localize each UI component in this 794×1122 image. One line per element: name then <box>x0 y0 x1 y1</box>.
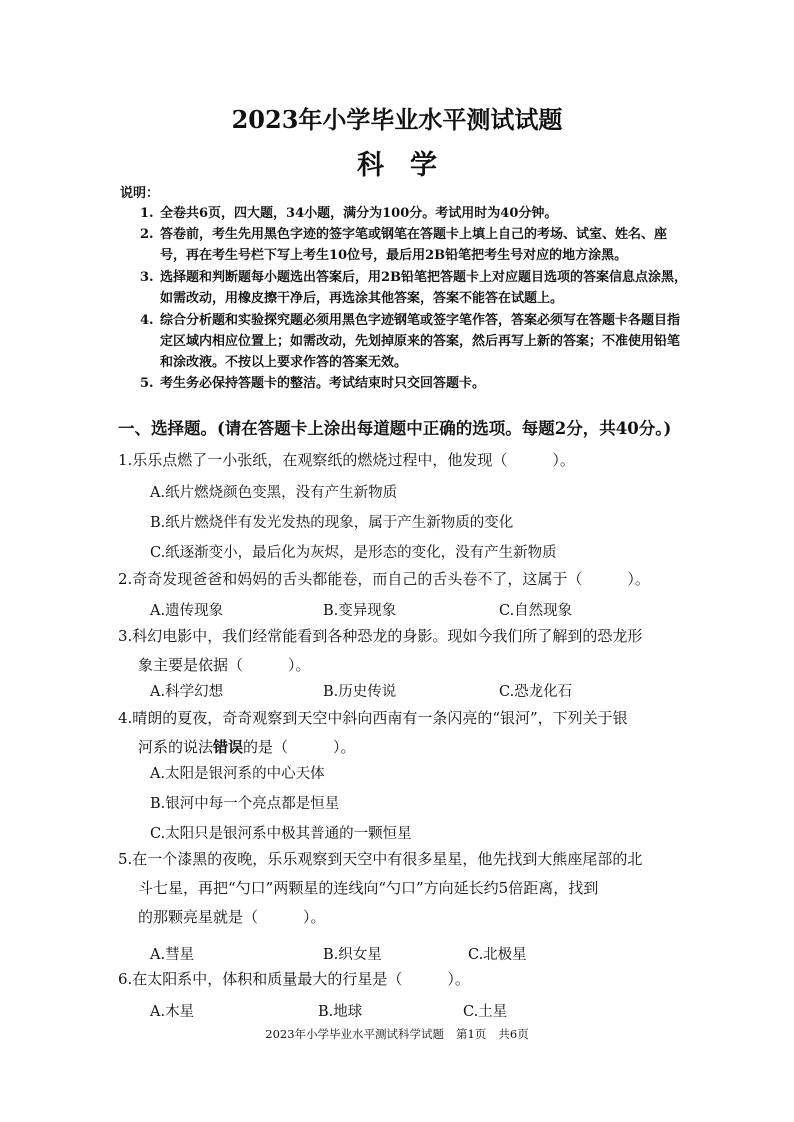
option: A.木星 <box>150 1004 195 1020</box>
option: C.自然现象 <box>499 603 573 619</box>
instruction-number: 5. <box>140 376 154 391</box>
footer-page-number: 第1页 <box>456 1027 487 1041</box>
question-stem: 5.在一个漆黑的夜晚，乐乐观察到天空中有很多星星，他先找到大熊座尾部的北 <box>118 850 643 868</box>
option: B.地球 <box>318 1004 363 1020</box>
section-heading: 一、选择题。(请在答题卡上涂出每道题中正确的选项。每题2分，共40分。) <box>118 419 672 438</box>
instruction-number: 4. <box>140 313 154 328</box>
question-stem: 2.奇奇发现爸爸和妈妈的舌头都能卷，而自己的舌头卷不了，这属于（ ）。 <box>118 570 650 588</box>
instruction-text: 综合分析题和实验探究题必须用黑色字迹钢笔或签字笔作答，答案必须写在答题卡各题目指定区域内相应位置上；如需改动，先划掉原来的答案，然后再写上新的答案；不准使用铅笔和涂改液。不按以上要求作答的答案无效。 <box>160 313 681 370</box>
footer-total-pages: 共6页 <box>498 1027 529 1041</box>
option: C.恐龙化石 <box>499 684 573 700</box>
question-stem: 6.在太阳系中，体积和质量最大的行星是（ ）。 <box>118 970 470 988</box>
option: C.土星 <box>463 1004 508 1020</box>
option: A.纸片燃烧颜色变黑，没有产生新物质 <box>150 485 398 501</box>
option: C.纸逐渐变小，最后化为灰烬，是形态的变化，没有产生新物质 <box>150 545 557 561</box>
page-title: 2023年小学毕业水平测试试题 <box>231 105 563 134</box>
question-stem: 1.乐乐点燃了一小张纸，在观察纸的燃烧过程中，他发现（ ）。 <box>118 451 575 469</box>
instruction-item <box>140 310 692 373</box>
stem-text: 的是（ ）。 <box>243 738 356 756</box>
option: B.银河中每一个亮点都是恒星 <box>150 796 340 812</box>
instruction-item <box>140 224 692 266</box>
instruction-number: 2. <box>140 227 154 242</box>
question-4 <box>118 704 678 762</box>
page-footer <box>0 1026 794 1042</box>
option: A.彗星 <box>150 947 195 963</box>
question-3 <box>118 622 678 680</box>
question-5 <box>118 845 678 932</box>
option: B.变异现象 <box>323 603 397 619</box>
question-6 <box>118 965 678 994</box>
instruction-text: 考生务必保持答题卡的整洁。考试结束时只交回答题卡。 <box>160 376 486 391</box>
stem-text: 河系的说法 <box>138 738 214 756</box>
instruction-text: 答卷前，考生先用黑色字迹的签字笔或钢笔在答题卡上填上自己的考场、试室、姓名、座号，再在考生号栏下写上考生10位号，最后用2B铅笔把考生号对应的地方涂黑。 <box>160 227 668 263</box>
option: B.纸片燃烧伴有发光发热的现象，属于产生新物质的变化 <box>150 515 514 531</box>
instruction-text: 全卷共6页，四大题，34小题，满分为100分。考试用时为40分钟。 <box>160 206 558 221</box>
question-stem: 3.科幻电影中，我们经常能看到各种恐龙的身影。现如今我们所了解到的恐龙形 <box>118 627 643 645</box>
option: A.遗传现象 <box>150 603 224 619</box>
emphasis-text: 错误 <box>213 738 244 756</box>
question-stem: 斗七星，再把“勺口”两颗星的连线向“勺口”方向延长约5倍距离，找到 <box>138 879 599 897</box>
option: A.科学幻想 <box>150 684 224 700</box>
question-stem: 象主要是依据（ ）。 <box>138 656 311 674</box>
question-stem <box>118 733 678 762</box>
option: C.北极星 <box>468 947 527 963</box>
instruction-number: 1. <box>140 206 154 221</box>
option: A.太阳是银河系的中心天体 <box>150 766 325 782</box>
instruction-item <box>140 267 692 309</box>
option: C.太阳只是银河系中极其普通的一颗恒星 <box>150 826 412 842</box>
option: B.历史传说 <box>323 684 397 700</box>
instruction-text: 选择题和判断题每小题选出答案后，用2B铅笔把答题卡上对应题目选项的答案信息点涂黑，如需改动，用橡皮擦干净后，再选涂其他答案，答案不能答在试题上。 <box>160 270 688 306</box>
question-1 <box>118 446 678 475</box>
question-2 <box>118 565 678 594</box>
question-stem: 的那颗亮星就是（ ）。 <box>138 908 326 926</box>
subject-title: 科学 <box>357 150 463 181</box>
question-stem: 4.晴朗的夏夜，奇奇观察到天空中斜向西南有一条闪亮的“银河”，下列关于银 <box>118 709 628 727</box>
instruction-item <box>140 373 692 394</box>
instruction-item <box>140 203 692 224</box>
instructions-label: 说明： <box>120 186 160 201</box>
option: B.织女星 <box>323 947 382 963</box>
footer-exam-name: 2023年小学毕业水平测试科学试题 <box>265 1027 445 1041</box>
instruction-number: 3. <box>140 270 154 285</box>
